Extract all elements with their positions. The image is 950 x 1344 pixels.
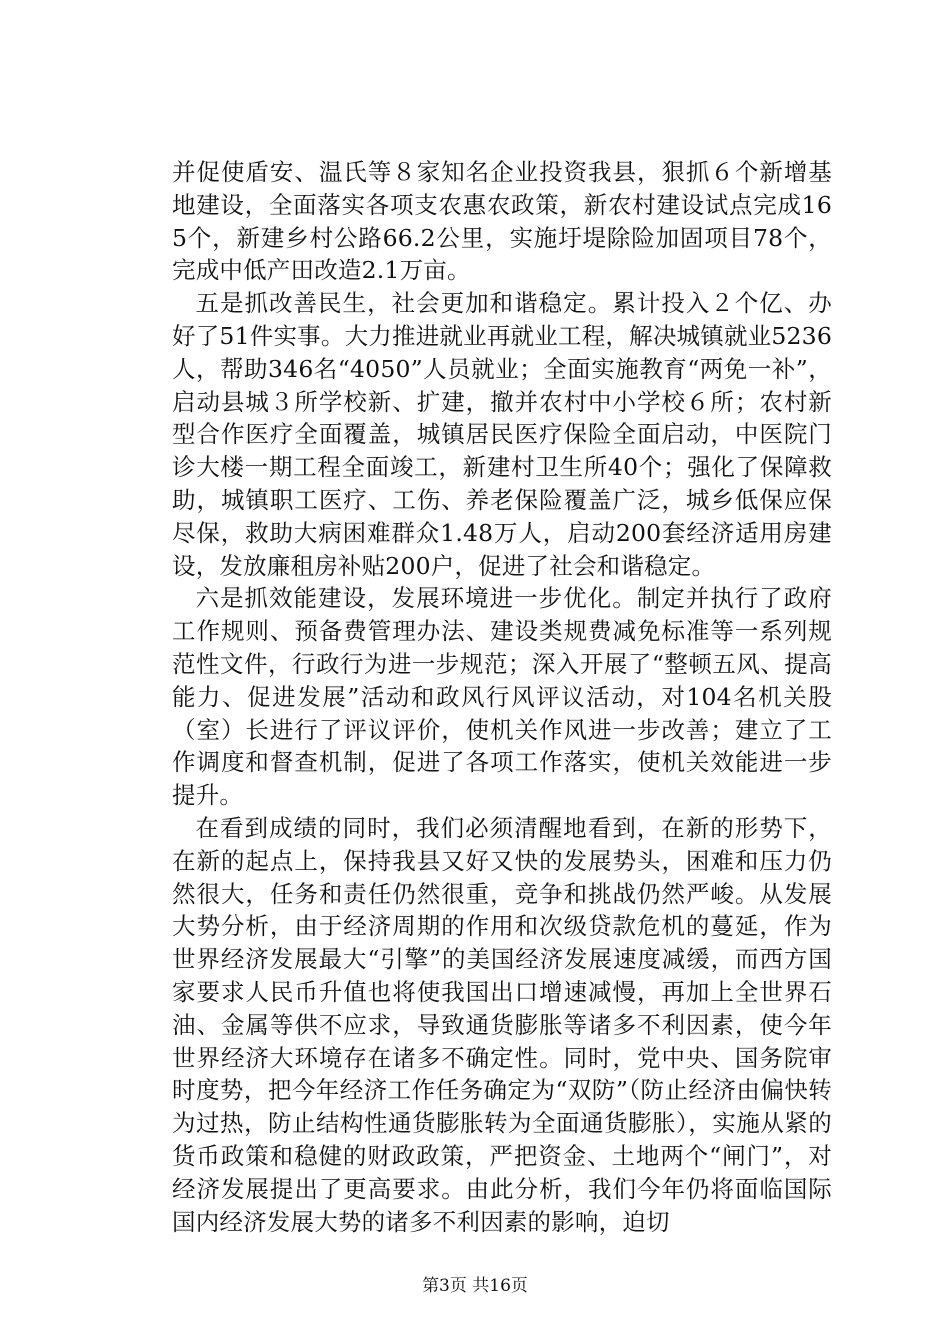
paragraph-efficiency: 六是抓效能建设，发展环境进一步优化。制定并执行了政府工作规则、预备费管理办法、建设类规费减免标准等一系列规范性文件，行政行为进一步规范；深入开展了“整顿五风、提高能力、促进发展”活动和政风行风评议活动，对104名机关股（室）长进行了评议评价，使机关作风进一步改善；建立了工作调度和督查机制，促进了各项工作落实，使机关效能进一步提升。 (172, 584, 832, 810)
page-footer: 第3页 共16页 (422, 1276, 528, 1296)
paragraph-challenges: 在看到成绩的同时，我们必须清醒地看到，在新的形势下，在新的起点上，保持我县又好又快的发展势头，困难和压力仍然很大，任务和责任仍然很重，竞争和挑战仍然严峻。从发展大势分析，由于经济周期的作用和次级贷款危机的蔓延，作为世界经济发展最大“引擎”的美国经济发展速度减缓，而西方国家要求人民币升值也将使我国出口增速减慢，再加上全世界石油、金属等供不应求，导致通货膨胀等诸多不利因素，使今年世界经济大环境存在诸多不确定性。同时，党中央、国务院审时度势，把今年经济工作任务确定为“双防”（防止经济由偏快转为过热，防止结构性通货膨胀转为全面通货膨胀），实施从紧的货币政策和稳健的财政政策，严把资金、土地两个“闸门”，对经济发展提出了更高要求。由此分析，我们今年仍将面临国际国内经济发展大势的诸多不利因素的影响，迫切 (172, 813, 832, 1236)
paragraph-livelihood: 五是抓改善民生，社会更加和谐稳定。累计投入２个亿、办好了51件实事。大力推进就业再就业工程，解决城镇就业5236人，帮助346名“4050”人员就业；全面实施教育“两免一补”，启动县城３所学校新、扩建，撤并农村中小学校６所；农村新型合作医疗全面覆盖，城镇居民医疗保险全面启动，中医院门诊大楼一期工程全面竣工，新建村卫生所40个；强化了保障救助，城镇职工医疗、工伤、养老保险覆盖广泛，城乡低保应保尽保，救助大病困难群众1.48万人，启动200套经济适用房建设，发放廉租房补贴200户，促进了社会和谐稳定。 (172, 289, 832, 580)
document-body (172, 156, 832, 1238)
paragraph-continuation: 并促使盾安、温氏等８家知名企业投资我县，狠抓６个新增基地建设，全面落实各项支农惠农政策，新农村建设试点完成165个，新建乡村公路66.2公里，实施圩堤除险加固项目78个，完成中低产田改造2.1万亩。 (172, 158, 832, 285)
